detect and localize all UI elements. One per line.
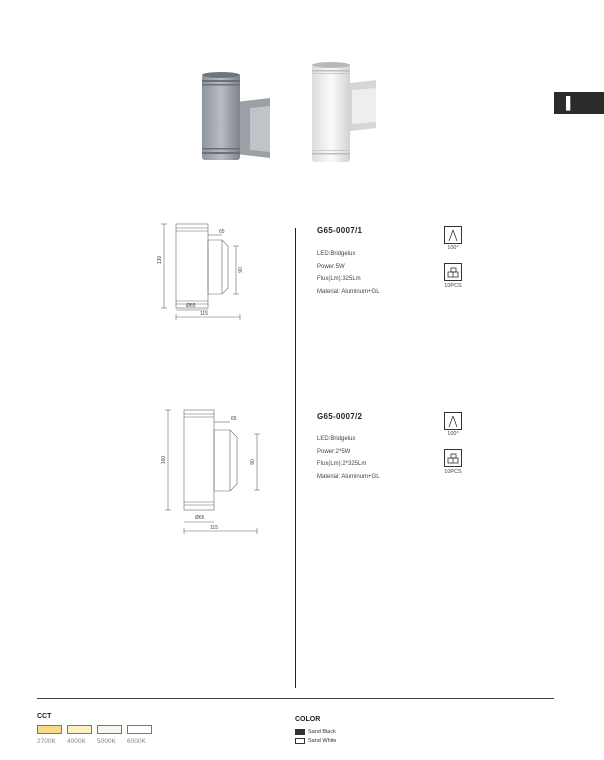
- cct-swatch-5000k: [97, 725, 122, 734]
- color-label-sand-black: Sand Black: [308, 729, 336, 735]
- beam-angle-label: 100°: [447, 245, 459, 251]
- dimension-drawing-1: [150, 218, 260, 328]
- spec-material: Material: Aluminum+GL: [317, 288, 380, 295]
- cct-swatch-2700k: [37, 725, 62, 734]
- cct-swatch-4000k: [67, 725, 92, 734]
- cct-label-5000k: 5000K: [97, 738, 116, 745]
- color-label-sand-white: Sand White: [308, 738, 337, 744]
- cct-swatch-6000k: [127, 725, 152, 734]
- cct-label-4000k: 4000K: [67, 738, 86, 745]
- spec-material: Material: Aluminum+GL: [317, 473, 380, 480]
- dim-height-label: 130: [157, 255, 163, 265]
- column-divider: [295, 228, 296, 688]
- cct-title: CCT: [37, 713, 52, 720]
- spec-list: [317, 433, 380, 483]
- model-number: G65-0007/2: [317, 412, 363, 421]
- dim-depth-label: 115: [200, 311, 208, 317]
- packing-label: 10PCS: [444, 469, 462, 475]
- white-fixture-photo: [312, 62, 376, 162]
- spec-led: LED:Bridgelux: [317, 436, 356, 442]
- spec-power: Power:5W: [317, 263, 345, 270]
- beam-angle-icon: [444, 412, 462, 430]
- section-tab: [554, 92, 604, 114]
- dimension-drawing-2: [160, 402, 270, 537]
- cct-label-2700k: 2700K: [37, 738, 56, 745]
- dim-diameter-label: Ø65: [186, 303, 196, 309]
- packing-box-icon: [444, 449, 462, 467]
- dim-back-width-label: 65: [219, 229, 225, 235]
- color-swatch-sand-white: [295, 738, 305, 744]
- dim-back-height-label: 90: [238, 267, 244, 273]
- beam-angle-label: 100°: [447, 431, 459, 437]
- dim-height-label: 160: [161, 455, 167, 465]
- beam-angle-icon: [444, 226, 462, 244]
- spec-flux: Flux(Lm):325Lm: [317, 276, 361, 282]
- cct-label-6000k: 6000K: [127, 738, 146, 745]
- dim-back-width-label: 65: [231, 416, 237, 422]
- spec-list: [317, 248, 380, 298]
- section-tab-icon: ▌: [566, 96, 575, 110]
- footer-divider: [37, 698, 554, 699]
- product-photos: [190, 62, 390, 166]
- dim-depth-label: 115: [210, 525, 218, 531]
- spec-led: LED:Bridgelux: [317, 251, 356, 257]
- spec-power: Power:2*5W: [317, 448, 351, 455]
- packing-label: 10PCS: [444, 283, 462, 289]
- dim-back-height-label: 90: [250, 459, 256, 465]
- dim-diameter-label: Ø65: [195, 515, 205, 521]
- grey-fixture-photo: [202, 72, 270, 160]
- color-swatch-sand-black: [295, 729, 305, 735]
- spec-flux: Flux(Lm):2*325Lm: [317, 461, 367, 467]
- packing-box-icon: [444, 263, 462, 281]
- model-number: G65-0007/1: [317, 226, 363, 235]
- color-title: COLOR: [295, 716, 321, 723]
